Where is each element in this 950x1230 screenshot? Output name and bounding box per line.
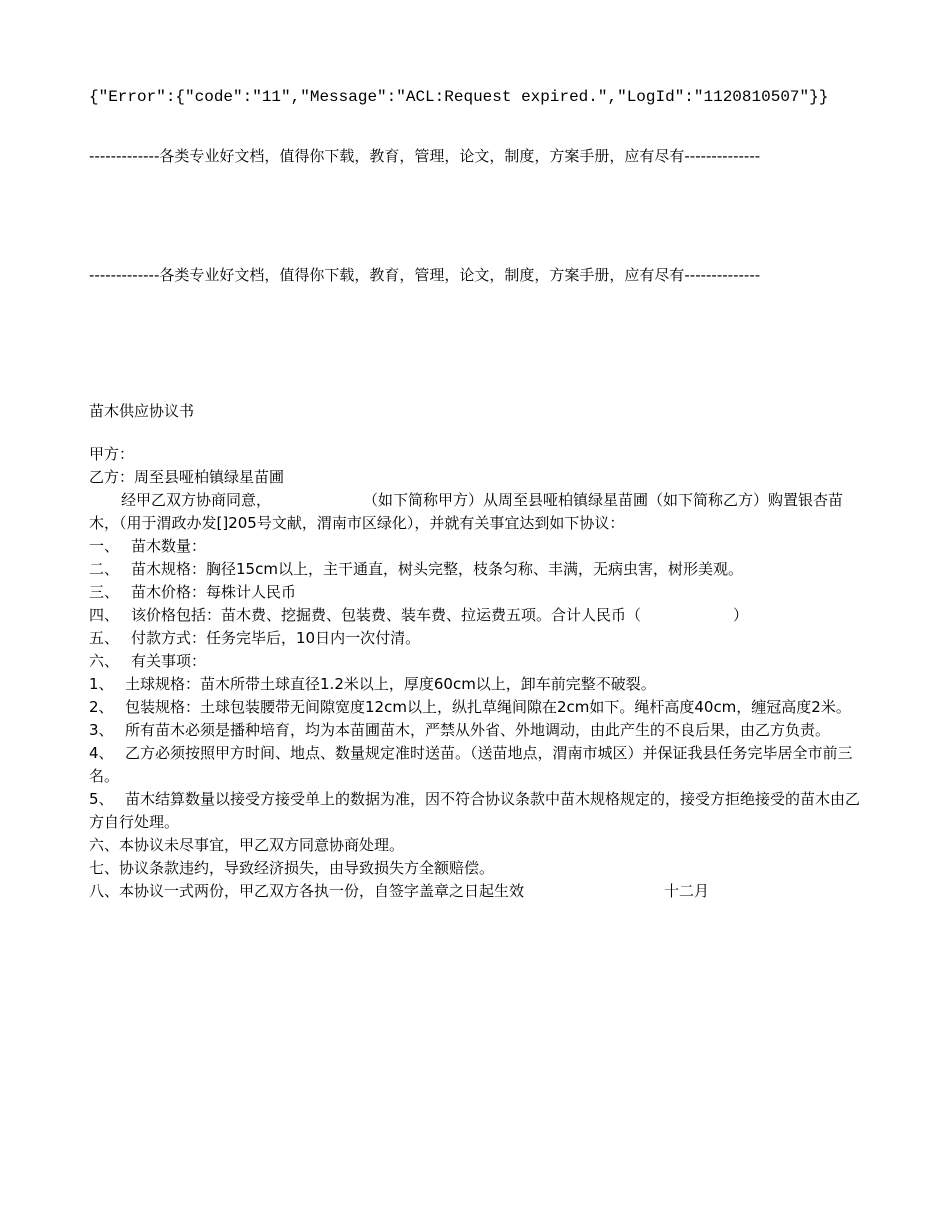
clause-1 <box>89 535 864 558</box>
clause-number: 四、 <box>89 606 120 624</box>
sub-item-1 <box>89 673 864 696</box>
clause-number: 六、 <box>89 652 120 670</box>
clause-8-text: 八、本协议一式两份，甲乙双方各执一份，自签字盖章之日起生效 <box>89 882 525 900</box>
clause-8 <box>89 880 864 903</box>
sub-item-text: 包装规格：土球包装腰带无间隙宽度12cm以上，纵扎草绳间隙在2cm如下。绳杆高度40cm，缠冠高度2米。 <box>125 698 851 716</box>
clause-number: 二、 <box>89 560 120 578</box>
clause-4 <box>89 604 864 627</box>
error-message: {"Error":{"code":"11","Message":"ACL:Request expired.","LogId":"1120810507"}} <box>89 88 829 106</box>
sub-item-5 <box>89 788 864 834</box>
clause-2 <box>89 558 864 581</box>
ad-banner-text: -------------各类专业好文档，值得你下载，教育，管理，论文，制度，方案手册，应有尽有-------------- <box>89 266 761 284</box>
agreement-body <box>89 400 864 903</box>
clause-number: 五、 <box>89 629 120 647</box>
clause-number: 一、 <box>89 537 120 555</box>
clause-number: 三、 <box>89 583 120 601</box>
clause-5 <box>89 627 864 650</box>
ad-banner-text: -------------各类专业好文档，值得你下载，教育，管理，论文，制度，方案手册，应有尽有-------------- <box>89 147 761 165</box>
sub-item-2 <box>89 696 864 719</box>
clause-text: 苗木价格：每株计人民币 <box>131 583 297 601</box>
intro-text-a: 经甲乙双方协商同意， <box>121 491 272 509</box>
clause-text: 该价格包括：苗木费、挖掘费、包装费、装车费、拉运费五项。合计人民币（ <box>131 606 642 624</box>
document-title: 苗木供应协议书 <box>89 402 195 420</box>
clause-3 <box>89 581 864 604</box>
sub-item-number: 2、 <box>89 698 114 716</box>
clause-text: 苗木数量： <box>131 537 207 555</box>
party-a-line: 甲方： <box>89 445 135 463</box>
month-text: 十二月 <box>664 882 710 900</box>
sub-item-text: 苗木结算数量以接受方接受单上的数据为准，因不符合协议条款中苗木规格规定的，接受方拒绝接受的苗木由乙方自行处理。 <box>89 790 861 831</box>
clause-6: 六、本协议未尽事宜，甲乙双方同意协商处理。 <box>89 836 405 854</box>
clause-text: 有关事项： <box>131 652 207 670</box>
clause-text-end: ） <box>733 606 749 624</box>
sub-item-3 <box>89 719 864 742</box>
party-b-line: 乙方：周至县哑柏镇绿星苗圃 <box>89 468 285 486</box>
clause-7: 七、协议条款违约，导致经济损失，由导致损失方全额赔偿。 <box>89 859 495 877</box>
sub-item-text: 乙方必须按照甲方时间、地点、数量规定准时送苗。（送苗地点，渭南市城区）并保证我县任务完毕居全市前三名。 <box>89 744 853 785</box>
clause-text: 付款方式：任务完毕后，10日内一次付清。 <box>131 629 421 647</box>
sub-item-number: 1、 <box>89 675 114 693</box>
sub-item-number: 5、 <box>89 790 114 808</box>
sub-item-number: 3、 <box>89 721 114 739</box>
sub-item-text: 土球规格：苗木所带土球直径1.2米以上，厚度60cm以上，卸车前完整不破裂。 <box>125 675 656 693</box>
sub-item-4 <box>89 742 864 788</box>
clause-6-heading <box>89 650 864 673</box>
clause-text: 苗木规格：胸径15cm以上，主干通直，树头完整，枝条匀称、丰满，无病虫害，树形美观。 <box>131 560 743 578</box>
intro-paragraph <box>89 489 864 535</box>
sub-item-text: 所有苗木必须是播种培育，均为本苗圃苗木，严禁从外省、外地调动，由此产生的不良后果，由乙方负责。 <box>125 721 831 739</box>
sub-item-number: 4、 <box>89 744 114 762</box>
intro-text-b: （如下简称甲方）从周至县哑柏镇绿星苗圃（如下简称乙方）购置银杏苗木，（用于渭政办发[]205号文献，渭南市区绿化），并就有关事宜达到如下协议： <box>89 491 844 532</box>
